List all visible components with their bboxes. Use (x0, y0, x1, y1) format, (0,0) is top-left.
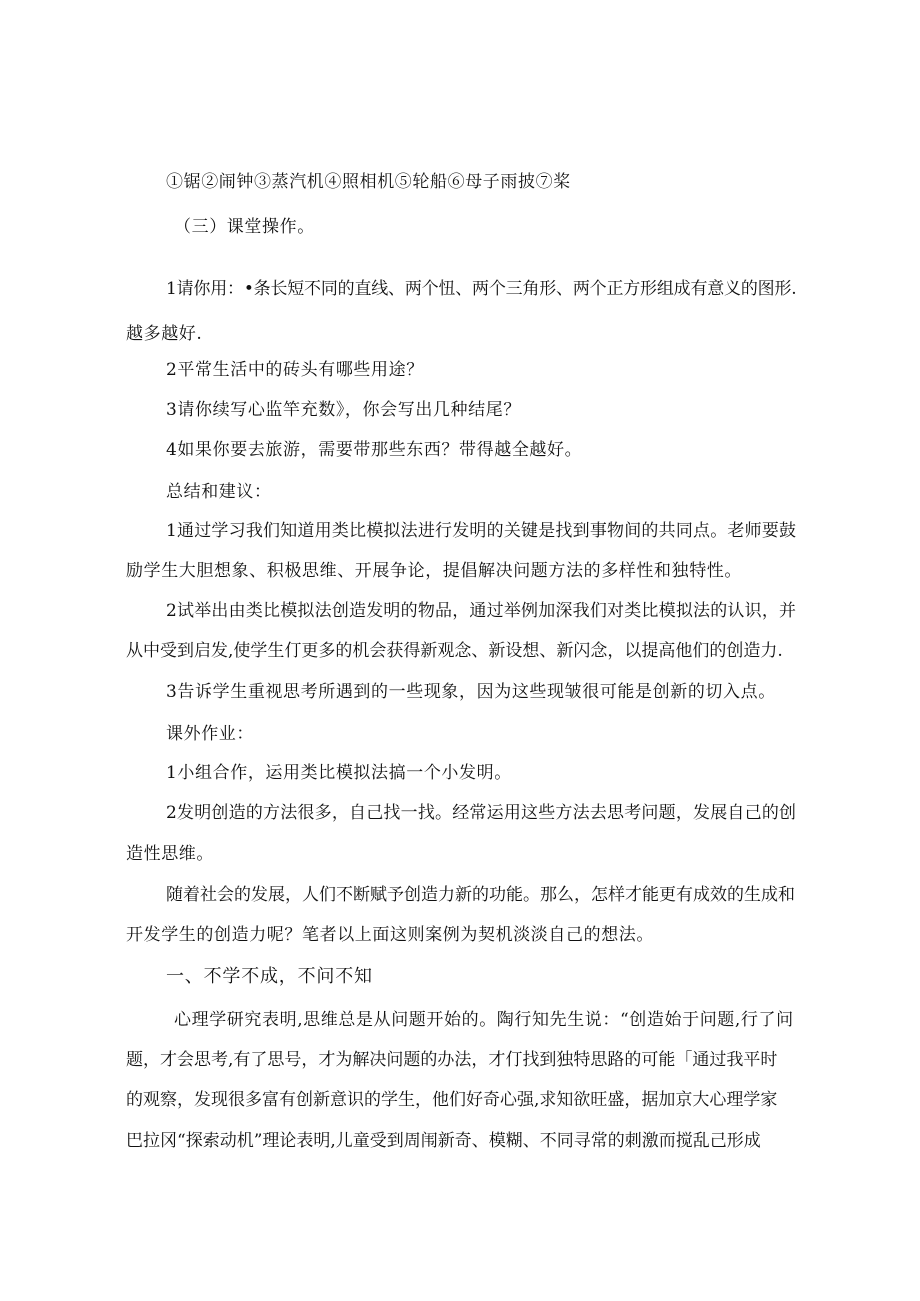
text-line-paragraph-2-cont-1: 题，才会思考,有了思号，才为解决问题的办法，才仃找到独特思路的可能「通过我平时 (126, 1050, 778, 1070)
text-line-summary-1-cont: 励学生大胆想象、积极思维、开展争论，提倡解决问题方法的多样性和独特性。 (126, 561, 742, 581)
text-line-task-1-cont: 越多越好. (126, 324, 203, 344)
text-line-homework-1: 1小组合作，运用类比模拟法搞一个小发明。 (166, 763, 512, 783)
text-line-task-2: 2平常生活中的砖头有哪些用途？ (166, 360, 424, 380)
text-line-paragraph-2-cont-2: 的观察，发现很多富有创新意识的学生，他们好奇心强,求知欲旺盛，据加京大心理学家 (126, 1090, 778, 1110)
text-line-task-1: 1请你用：•条长短不同的直线、两个忸、两个三角形、两个正方形组成有意义的图形. (166, 279, 797, 299)
text-line-task-3: 3请你续写心监竿充数》，你会写出几种结尾？ (166, 400, 521, 420)
text-line-homework-2: 2发明创造的方法很多，自己找一找。经常运用这些方法去思考问题，发展自己的创 (166, 803, 797, 823)
text-line-summary-1: 1通过学习我们知道用类比模拟法进行发明的关键是找到事物间的共同点。老师要鼓 (166, 521, 797, 541)
text-line-paragraph-2-cont-3: 巴拉冈“探索动机”理论表明,儿童受到周闱新奇、模糊、不同寻常的刺激而搅乱己形成 (126, 1131, 761, 1151)
text-line-tool-list: ①锯②闹钟③蒸汽机④照相机⑤轮船⑥母子雨披⑦桨 (166, 172, 571, 192)
text-line-paragraph-1: 随着社会的发展，人们不断赋予创造力新的功能。那么，怎样才能更有成效的生成和 (166, 885, 795, 905)
text-line-homework-2-cont: 造性思维。 (126, 844, 214, 864)
text-line-summary-3: 3告诉学生重视思考所遇到的一些现象，因为这些现皱很可能是创新的切入点。 (166, 682, 776, 702)
text-line-section-heading: （三）课堂操作。 (174, 217, 315, 237)
text-line-summary-2: 2试举出由类比模拟法创造发明的物品，通过举例加深我们对类比模拟法的认识，并 (166, 601, 797, 621)
text-line-summary-title: 总结和建议： (166, 482, 272, 502)
section-heading: 一、不学不成，不问不知 (166, 966, 373, 987)
text-line-homework-title: 课外作业： (166, 724, 254, 744)
text-line-task-4: 4如果你要去旅游，需要带那些东西？带得越全越好。 (166, 440, 583, 460)
text-line-paragraph-2: 心理学研究表明,思维总是从问题开始的。陶行知先生说：“创造始于问题,行了问 (174, 1010, 794, 1030)
text-line-summary-2-cont: 从中受到启发,使学生仃更多的机会获得新观念、新设想、新闪念，以提高他们的创造力. (126, 641, 783, 661)
text-line-paragraph-1-cont: 开发学生的创造力呢？笔者以上面这则案例为契机淡淡自己的想法。 (126, 925, 654, 945)
